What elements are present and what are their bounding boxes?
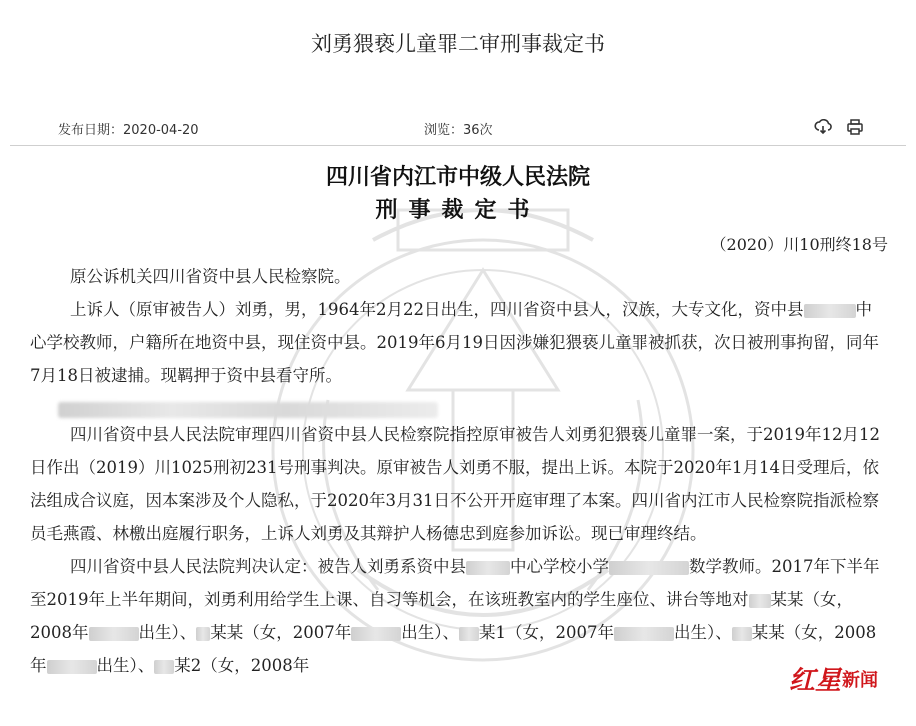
findings-h: 某1（女，2007年 — [479, 623, 614, 642]
paragraph-appellant — [30, 293, 888, 392]
brand-news: 新闻 — [842, 669, 879, 691]
publish-date: 发布日期：2020-04-20 — [58, 123, 199, 138]
findings-c: 数学教师。2017年下半年至2019年上半年期间，刘勇利用给学生上课、自习等机会，在该班教室内的学生座位、讲台等地对 — [30, 557, 880, 609]
redaction — [609, 561, 689, 575]
paragraph-findings — [30, 550, 888, 682]
findings-k: 出生）、 — [96, 656, 155, 675]
document-type: 刑事裁定书 — [375, 198, 541, 223]
findings-l: 某2（女，2008年 — [174, 656, 310, 675]
judgment-body — [30, 260, 888, 682]
redaction — [196, 627, 210, 641]
redaction — [89, 627, 139, 641]
toolbar — [812, 116, 866, 138]
appellant-text-a: 上诉人（原审被告人）刘勇，男，1964年2月22日出生，四川省资中县人，汉族，大专文化，资中县 — [70, 300, 804, 319]
court-name: 四川省内江市中级人民法院 — [325, 165, 590, 190]
spacer — [30, 392, 888, 418]
redaction — [732, 627, 752, 641]
paragraph-procedure: 四川省资中县人民法院审理四川省资中县人民检察院指控原审被告人刘勇犯猥亵儿童罪一案，于2019年12月12日作出（2019）川1025刑初231号刑事判决。原审被告人刘勇不服，提出上诉。本院于2020年1月14日受理后，依法组成合议庭，因本案涉及个人隐私，于2020年3月31日不公开开庭审理了本案。四川省内江市人民检察院指派检察员毛燕霞、林檄出庭履行职务，上诉人刘勇及其辩护人杨德忠到庭参加诉讼。现已审理终结。 — [30, 425, 880, 543]
findings-b: 中心学校小学 — [510, 557, 609, 576]
meta-bar — [0, 116, 916, 138]
findings-i: 出生）、 — [674, 623, 732, 642]
document-title: 刘勇猥亵儿童罪二审刑事裁定书 — [311, 32, 605, 56]
paragraph-prosecutor: 原公诉机关四川省资中县人民检察院。 — [70, 267, 351, 286]
print-icon[interactable] — [844, 116, 866, 138]
view-count: 浏览：36次 — [424, 123, 493, 138]
header-divider — [10, 145, 906, 146]
redaction — [459, 627, 479, 641]
redaction — [47, 660, 97, 674]
findings-f: 某某（女，2007年 — [210, 623, 352, 642]
findings-a: 四川省资中县人民法院判决认定：被告人刘勇系资中县 — [70, 557, 466, 576]
redaction — [466, 561, 510, 575]
findings-e: 出生）、 — [138, 623, 197, 642]
redaction — [154, 660, 174, 674]
findings-d: 某某（女，2008年 — [30, 590, 853, 642]
appellant-text-b: 中心学校教师，户籍所在地资中县，现住资中县。2019年6月19日因涉嫌犯猥亵儿童罪被抓获，次日被刑事拘留，同年7月18日被逮捕。现羁押于资中县看守所。 — [30, 300, 879, 385]
findings-j: 某某（女，2008年 — [30, 623, 877, 675]
brand-mark: 红星 — [789, 666, 842, 696]
download-icon[interactable] — [812, 116, 834, 138]
redaction — [351, 627, 401, 641]
findings-g: 出生）、 — [401, 623, 459, 642]
redaction — [804, 304, 856, 318]
redaction — [614, 627, 674, 641]
redaction — [749, 594, 771, 608]
case-number: （2020）川10刑终18号 — [710, 235, 888, 254]
red-star-news-logo — [786, 660, 881, 697]
